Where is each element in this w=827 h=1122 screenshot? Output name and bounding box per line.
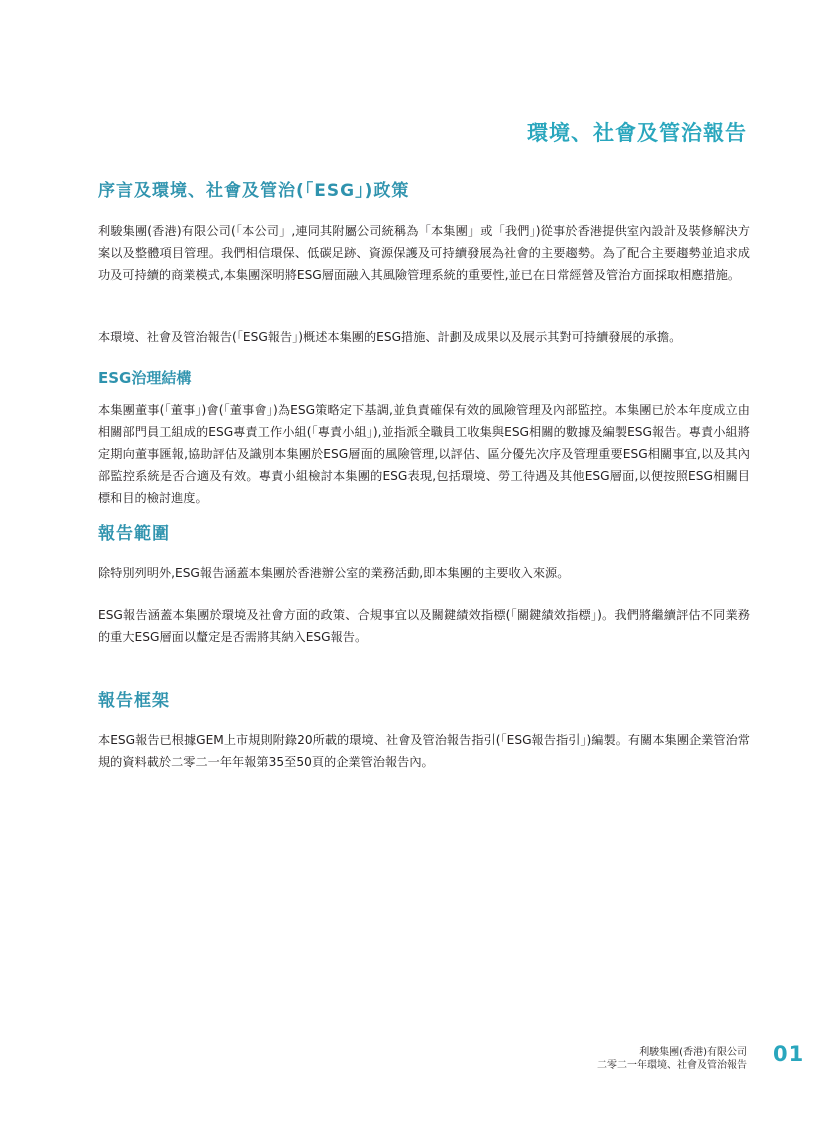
framework-paragraph-1: 本ESG報告已根據GEM上市規則附錄20所載的環境、社會及管治報告指引(「ESG報告指引」)編製。有關本集團企業管治常規的資料載於二零二一年年報第35至50頁的企業管治報告內。 (98, 733, 750, 769)
page-title: 環境、社會及管治報告 (527, 121, 747, 145)
section-heading-scope: 報告範圍 (98, 524, 170, 544)
footer-company-name: 利駿集團(香港)有限公司 (639, 1047, 747, 1058)
scope-paragraph-1: 除特別列明外,ESG報告涵蓋本集團於香港辦公室的業務活動,即本集團的主要收入來源。 (98, 566, 570, 580)
preface-paragraph-1: 利駿集團(香港)有限公司(「本公司」,連同其附屬公司統稱為「本集團」或「我們」)從事於香港提供室內設計及裝修解決方案以及整體項目管理。我們相信環保、低碳足跡、資源保護及可持續發展為社會的主要趨勢。為了配合主要趨勢並追求成功及可持續的商業模式,本集團深明將ESG層面融入其風險管理系統的重要性,並已在日常經營及管治方面採取相應措施。 (98, 224, 750, 282)
governance-paragraph-1: 本集團董事(「董事」)會(「董事會」)為ESG策略定下基調,並負責確保有效的風險管理及內部監控。本集團已於本年度成立由相關部門員工組成的ESG專責工作小組(「專責小組」),並指派全職員工收集與ESG相關的數據及編製ESG報告。專責小組將定期向董事匯報,協助評估及識別本集團於ESG層面的風險管理,以評估、區分優先次序及管理重要ESG相關事宜,以及其內部監控系統是否合適及有效。專責小組檢討本集團的ESG表現,包括環境、勞工待遇及其他ESG層面,以便按照ESG相關目標和目的檢討進度。 (98, 403, 750, 505)
page-number: 01 (773, 1042, 805, 1066)
section-heading-preface: 序言及環境、社會及管治(「ESG」)政策 (98, 181, 410, 201)
scope-paragraph-2: ESG報告涵蓋本集團於環境及社會方面的政策、合規事宜以及關鍵績效指標(「關鍵績效指標」)。我們將繼續評估不同業務的重大ESG層面以釐定是否需將其納入ESG報告。 (98, 608, 750, 644)
section-heading-framework: 報告框架 (98, 691, 170, 711)
footer-report-subtitle: 二零二一年環境、社會及管治報告 (597, 1060, 747, 1071)
section-heading-governance: ESG治理結構 (98, 369, 192, 387)
preface-paragraph-2: 本環境、社會及管治報告(「ESG報告」)概述本集團的ESG措施、計劃及成果以及展示其對可持續發展的承擔。 (98, 330, 682, 344)
